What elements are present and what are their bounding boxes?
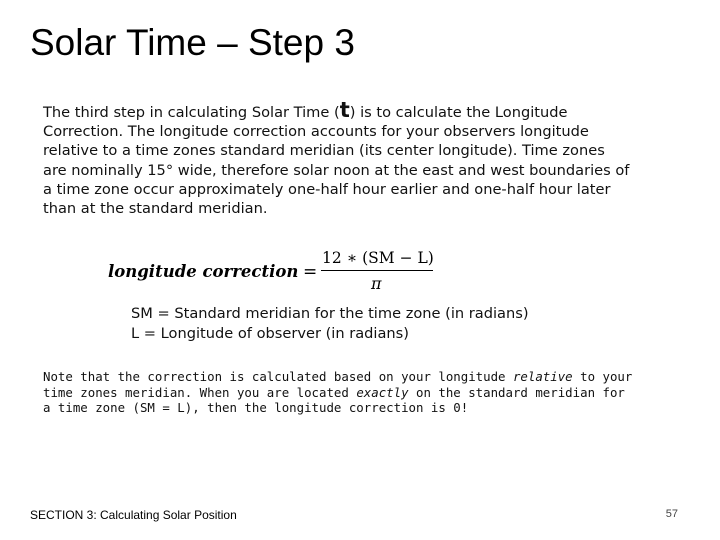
note-emphasis-exactly: exactly bbox=[356, 384, 409, 400]
note-emphasis-relative: relative bbox=[512, 369, 573, 384]
note-text-2: to your time zones meridian. When you are located bbox=[43, 369, 633, 400]
note-text-1: Note that the correction is calculated based on your longitude bbox=[43, 369, 513, 384]
formula-lhs: longitude correction bbox=[108, 262, 299, 281]
slide-title: Solar Time – Step 3 bbox=[30, 22, 355, 63]
section-footer: SECTION 3: Calculating Solar Position bbox=[30, 508, 237, 522]
solar-time-term: Solar Time ( bbox=[251, 104, 340, 121]
variable-definitions bbox=[131, 304, 529, 343]
intro-paragraph bbox=[43, 98, 633, 218]
intro-text-2: ) is to calculate the bbox=[349, 104, 495, 121]
formula-denominator: π bbox=[371, 274, 382, 293]
formula-numerator: 12 ∗ (SM − L) bbox=[322, 249, 434, 267]
formula-equals: = bbox=[303, 262, 318, 282]
note-text-3: on the standard meridian for a time zone (SM = L), then the longitude correction is 0! bbox=[43, 384, 625, 416]
longitude-correction-formula bbox=[108, 246, 448, 296]
fraction-bar bbox=[321, 270, 433, 271]
solar-time-symbol: t bbox=[339, 98, 350, 122]
page-number: 57 bbox=[665, 508, 678, 520]
intro-text-1: The third step in calculating bbox=[43, 104, 252, 121]
definition-sm: SM = Standard meridian for the time zone (in radians) bbox=[131, 305, 529, 322]
intro-text-3: . The longitude correction accounts for your observers longitude relative to a time zones standard meridian (its center longitude). Time zones are nominally 15° wide, therefore solar noon at the east and west boundaries of a time zone occur approximately one-half hour earlier and one-half hour later than at the standard meridian. bbox=[43, 123, 630, 218]
definition-l: L = Longitude of observer (in radians) bbox=[131, 324, 409, 342]
longitude-correction-term: Longitude Correction bbox=[43, 104, 568, 141]
note-paragraph bbox=[43, 369, 633, 416]
